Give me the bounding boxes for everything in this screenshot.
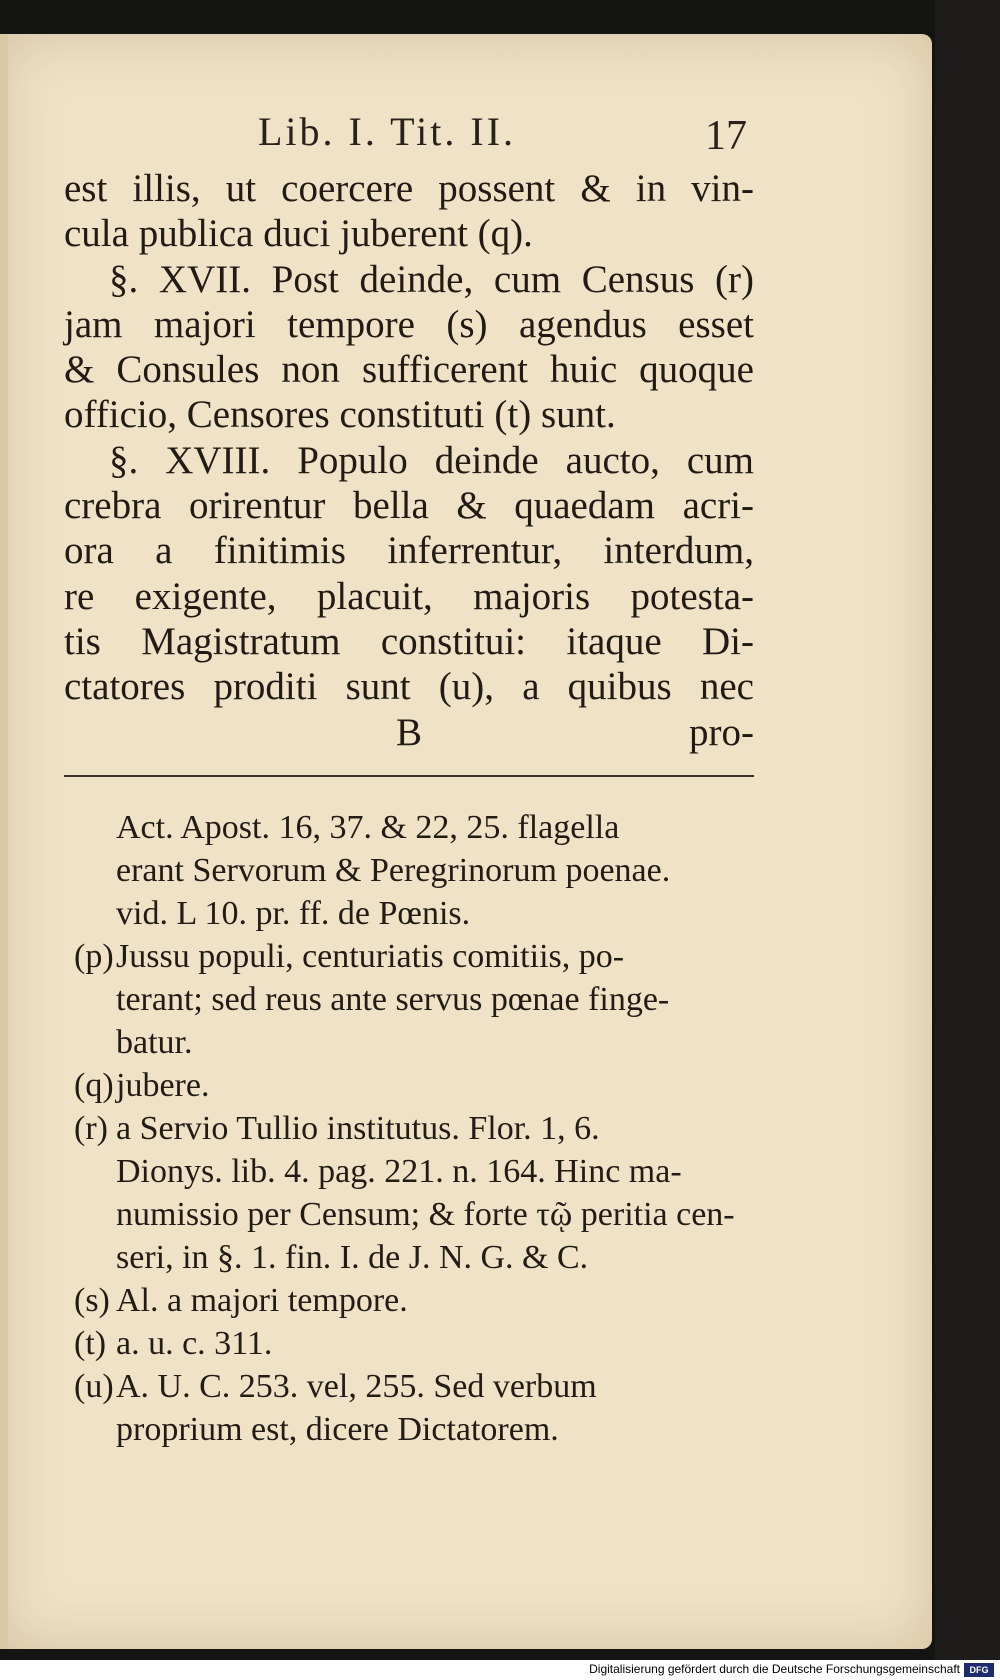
page-header	[0, 108, 932, 158]
footnote-line: Al. a majori tempore.	[116, 1282, 408, 1319]
footnote-mark: (u)	[74, 1368, 114, 1405]
text-line: est illis, ut coercere possent & in vin-	[64, 167, 754, 210]
footnote-mark: (r)	[74, 1110, 108, 1147]
footnote-line: Dionys. lib. 4. pag. 221. n. 164. Hinc ma-	[116, 1153, 682, 1190]
footnote-continuation	[74, 806, 754, 935]
footnote-u	[74, 1365, 754, 1451]
digitization-footer	[0, 1660, 1000, 1680]
text-line: jam majori tempore (s) agendus esset	[64, 302, 754, 346]
text-line: §. XVIII. Populo deinde aucto, cum	[109, 438, 754, 482]
footnote-mark: (q)	[74, 1067, 114, 1104]
footnote-line: jubere.	[116, 1067, 210, 1104]
text-line: & Consules non sufficerent huic quoque	[64, 348, 754, 392]
footnote-line: Act. Apost. 16, 37. & 22, 25. flagella	[116, 809, 620, 846]
page-number: 17	[705, 113, 747, 159]
text-line: §. XVII. Post deinde, cum Census (r)	[109, 257, 754, 301]
text-line: officio, Censores constituti (t) sunt.	[64, 393, 616, 437]
footnote-line: seri, in §. 1. fin. I. de J. N. G. & C.	[116, 1239, 589, 1276]
footnote-line: proprium est, dicere Dictatorem.	[116, 1411, 559, 1448]
text-line: tis Magistratum constitui: itaque Di-	[64, 619, 754, 663]
footnote-s	[74, 1279, 754, 1322]
page-edge	[0, 34, 8, 1649]
footnotes	[74, 806, 754, 1451]
footnote-q	[74, 1064, 754, 1107]
footnote-line: batur.	[116, 1024, 193, 1061]
footnote-r	[74, 1107, 754, 1279]
footnote-line: Jussu populi, centuriatis comitiis, po-	[116, 938, 625, 975]
main-text	[64, 166, 754, 755]
text-line: ctatores proditi sunt (u), a quibus nec	[64, 665, 754, 709]
footer-credit: Digitalisierung gefördert durch die Deutsche Forschungsgemeinschaft	[589, 1662, 960, 1676]
text-line: ora a finitimis inferrentur, interdum,	[64, 529, 754, 573]
footnote-p	[74, 935, 754, 1064]
running-title: Lib. I. Tit. II.	[258, 109, 517, 154]
footnote-t	[74, 1322, 754, 1365]
footnote-line: terant; sed reus ante servus pœnae finge-	[116, 981, 670, 1018]
catch-line	[64, 710, 754, 755]
footnote-line: erant Servorum & Peregrinorum poenae.	[116, 852, 671, 889]
footnote-line: a Servio Tullio institutus. Flor. 1, 6.	[116, 1110, 600, 1147]
footnote-rule	[64, 775, 754, 777]
catchword: pro-	[689, 710, 754, 754]
text-line: cula publica duci juberent (q).	[64, 212, 533, 256]
dfg-logo: DFG	[964, 1663, 994, 1677]
text-line: crebra orirentur bella & quaedam acri-	[64, 484, 754, 528]
footnote-mark: (t)	[74, 1325, 107, 1362]
book-binding	[935, 0, 1000, 1660]
footnote-line: a. u. c. 311.	[116, 1325, 273, 1362]
footnote-line: A. U. C. 253. vel, 255. Sed verbum	[116, 1368, 597, 1405]
signature-mark: B	[396, 710, 423, 754]
footnote-line: numissio per Censum; & forte τῷ peritia cen-	[116, 1196, 735, 1233]
footnote-line: vid. L 10. pr. ff. de Pœnis.	[116, 895, 471, 932]
text-line: re exigente, placuit, majoris potesta-	[64, 574, 754, 618]
footnote-mark: (p)	[74, 938, 114, 975]
footnote-mark: (s)	[74, 1282, 110, 1319]
